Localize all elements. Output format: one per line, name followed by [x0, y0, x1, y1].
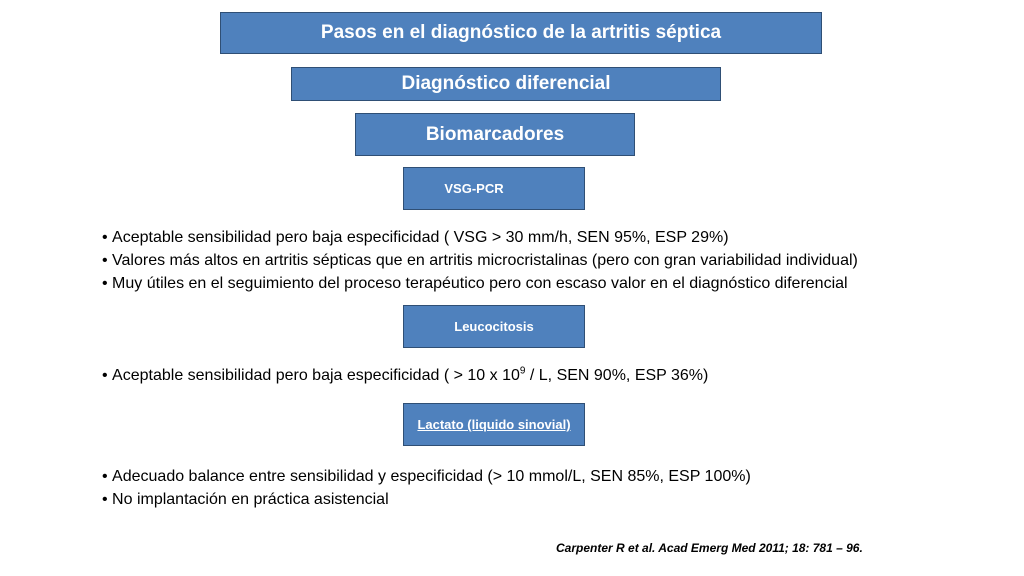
- leucocitosis-bullet-text-end: / L, SEN 90%, ESP 36%): [525, 367, 709, 384]
- leucocitosis-box: [403, 305, 585, 348]
- lactato-bullet-2: • No implantación en práctica asistencial: [102, 488, 751, 511]
- lactato-bullet-list: [102, 465, 751, 511]
- vsg-bullet-1: • Aceptable sensibilidad pero baja especificidad ( VSG > 30 mm/h, SEN 95%, ESP 29%): [102, 226, 858, 249]
- leucocitosis-bullet-exponent: 9: [519, 365, 526, 377]
- leucocitosis-bullet-text-start: Aceptable sensibilidad pero baja especificidad ( > 10 x 10: [112, 367, 520, 384]
- vsg-pcr-box: [403, 167, 585, 210]
- differential-diagnosis-box: [291, 67, 721, 101]
- vsg-pcr-bullet-list: [102, 226, 858, 295]
- leucocitosis-bullet-list: [102, 364, 708, 387]
- biomarkers-box: [355, 113, 635, 156]
- slide-title: Pasos en el diagnóstico de la artritis séptica: [320, 22, 722, 43]
- differential-diagnosis-label: Diagnóstico diferencial: [401, 73, 611, 94]
- biomarkers-label: Biomarcadores: [425, 123, 565, 145]
- leucocitosis-label: Leucocitosis: [454, 319, 534, 334]
- lactato-box: [403, 403, 585, 446]
- lactato-bullet-1: • Adecuado balance entre sensibilidad y especificidad (> 10 mmol/L, SEN 85%, ESP 100%): [102, 465, 751, 488]
- title-box: [220, 12, 822, 54]
- leucocitosis-bullet-1: [102, 364, 708, 387]
- vsg-pcr-label: VSG-PCR: [444, 181, 504, 196]
- vsg-bullet-2: • Valores más altos en artritis sépticas que en artritis microcristalinas (pero con gran variabilidad individual): [102, 249, 858, 272]
- vsg-bullet-3: • Muy útiles en el seguimiento del proceso terapéutico pero con escaso valor en el diagnóstico diferencial: [102, 272, 858, 295]
- lactato-label: Lactato (liquido sinovial): [417, 417, 571, 432]
- citation: Carpenter R et al. Acad Emerg Med 2011; 18: 781 – 96.: [556, 541, 863, 555]
